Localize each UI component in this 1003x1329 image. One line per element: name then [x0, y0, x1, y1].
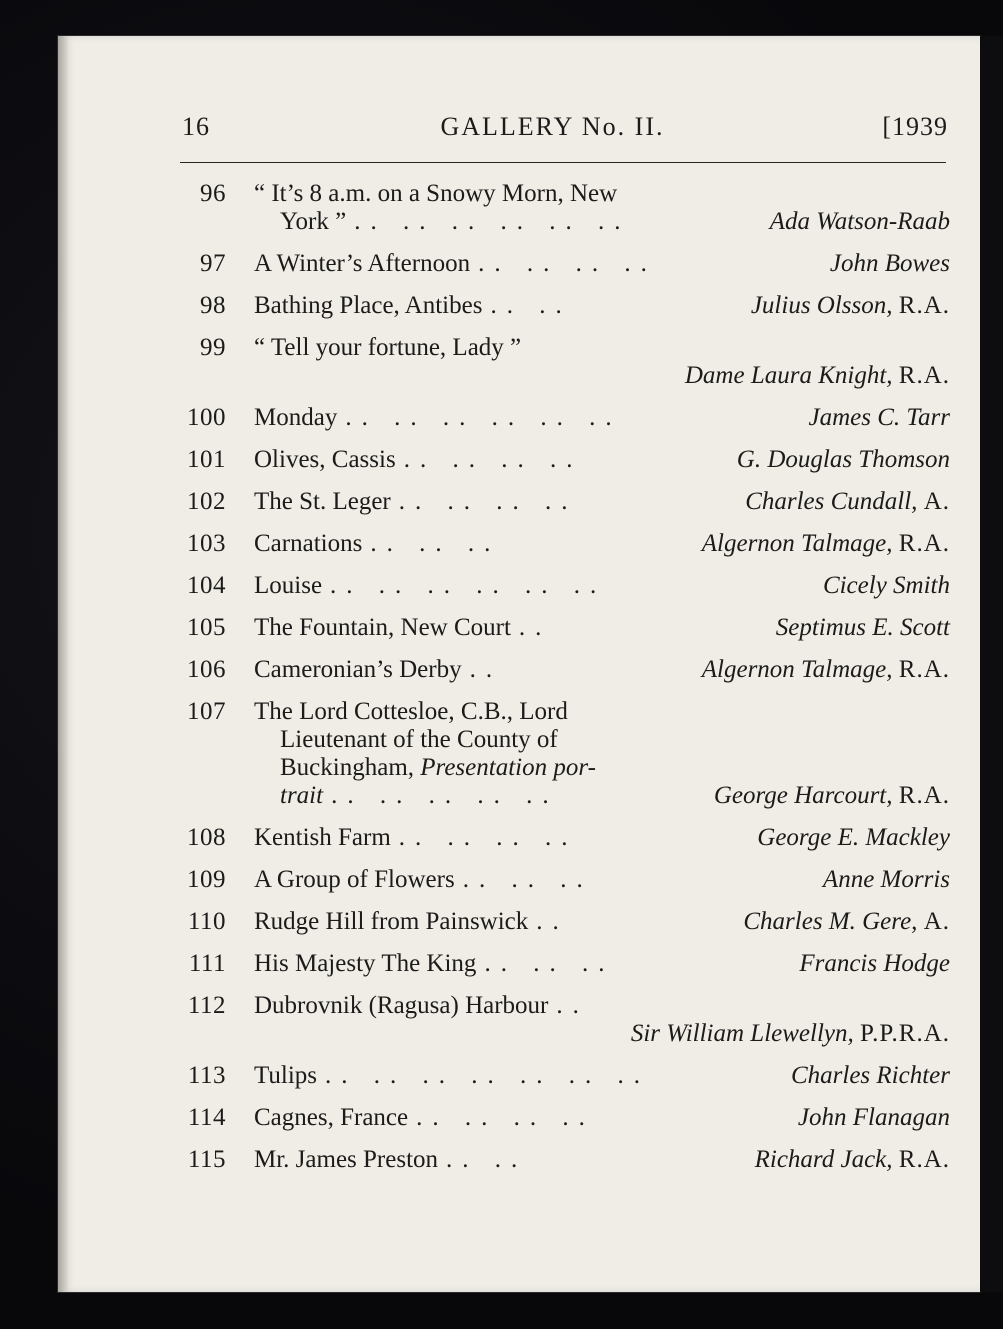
- leader-dots: .. .. .. .. ..: [331, 782, 559, 809]
- page-gutter-shadow: [58, 36, 68, 1292]
- catalogue-entry: [180, 950, 950, 978]
- catalogue-entry: [180, 1104, 950, 1132]
- entry-artist: [714, 782, 950, 810]
- artist-honour: R.A.: [898, 530, 950, 557]
- artist-honour: A.: [923, 908, 950, 935]
- catalogue-entry: [180, 1062, 950, 1090]
- entry-artist: James C. Tarr: [808, 404, 950, 431]
- catalogue-entry: [180, 292, 950, 320]
- leader-dots: .. .. .. ..: [398, 488, 578, 515]
- entry-title: Cameronian’s Derby: [254, 656, 462, 683]
- leader-dots: .. ..: [446, 1146, 528, 1173]
- entry-title: Carnations: [254, 530, 363, 557]
- entry-title: A Group of Flowers: [254, 866, 455, 893]
- entry-title: Cagnes, France: [254, 1104, 409, 1131]
- entry-title: Kentish Farm: [254, 824, 391, 851]
- entry-number: 111: [188, 950, 226, 977]
- entry-title: Monday: [254, 404, 338, 431]
- running-header: [180, 112, 950, 152]
- catalogue-entry: [180, 404, 950, 432]
- entry-title-cont: Buckingham,: [280, 754, 415, 781]
- entry-number: 106: [187, 656, 226, 683]
- entry-title: Louise: [254, 572, 323, 599]
- entry-title: “ Tell your fortune, Lady ”: [254, 334, 522, 361]
- catalogue-entry: [180, 530, 950, 558]
- catalogue-entry: [180, 656, 950, 684]
- entry-artist: Charles Richter: [790, 1062, 950, 1089]
- leader-dots: ..: [556, 992, 589, 1019]
- entry-title: Olives, Cassis: [254, 446, 396, 473]
- catalogue-entry: [180, 698, 950, 810]
- entry-artist: G. Douglas Thomson: [736, 446, 950, 473]
- page-title: GALLERY No. II.: [440, 112, 665, 141]
- entry-number: 108: [187, 824, 226, 851]
- entry-title: A Winter’s Afternoon: [254, 250, 471, 277]
- leader-dots: ..: [536, 908, 569, 935]
- artist-name: Algernon Talmage,: [701, 656, 893, 683]
- catalogue-entry: [180, 992, 950, 1048]
- entry-title: The Lord Cottesloe, C.B., Lord: [254, 698, 568, 725]
- entry-title: The Fountain, New Court: [254, 614, 511, 641]
- catalogue-entry: [180, 250, 950, 278]
- leader-dots: .. .. ..: [370, 530, 501, 557]
- entry-title-italic: Presentation por-: [420, 754, 596, 781]
- entry-artist: John Flanagan: [797, 1104, 950, 1131]
- entry-title-cont: York ”: [280, 208, 347, 235]
- entry-title-cont: Lieutenant of the County of: [280, 726, 558, 753]
- entry-artist: George E. Mackley: [757, 824, 950, 851]
- catalogue-entry: [180, 866, 950, 894]
- entry-artist: Francis Hodge: [799, 950, 950, 977]
- entry-title: The St. Leger: [254, 488, 391, 515]
- entry-number: 100: [187, 404, 226, 431]
- artist-honour: P.P.R.A.: [860, 1020, 950, 1047]
- entry-number: 97: [200, 250, 226, 277]
- catalogue-entry: [180, 614, 950, 642]
- entry-artist: John Bowes: [829, 250, 950, 277]
- leader-dots: .. .. .. .. .. ..: [354, 208, 631, 235]
- artist-name: Julius Olsson,: [750, 292, 893, 319]
- entry-number: 107: [187, 698, 226, 725]
- catalogue-entry: [180, 334, 950, 390]
- catalogue-entry: [180, 1146, 950, 1174]
- artist-name: Charles Cundall,: [745, 488, 918, 515]
- entry-artist: Cicely Smith: [822, 572, 950, 599]
- entry-number: 98: [200, 292, 226, 319]
- entry-number: 110: [187, 908, 226, 935]
- entry-artist: Septimus E. Scott: [775, 614, 950, 641]
- entry-number: 103: [187, 530, 226, 557]
- scan-border: [980, 36, 1003, 1292]
- entry-artist: [751, 292, 950, 320]
- artist-honour: R.A.: [898, 656, 950, 683]
- artist-honour: R.A.: [898, 292, 950, 319]
- artist-honour: R.A.: [898, 1146, 950, 1173]
- artist-name: Algernon Talmage,: [701, 530, 893, 557]
- entry-title-italic: trait: [280, 782, 324, 809]
- leader-dots: .. .. ..: [462, 866, 593, 893]
- entry-title: Mr. James Preston: [254, 1146, 439, 1173]
- leader-dots: .. .. .. ..: [478, 250, 657, 277]
- entry-number: 102: [187, 488, 226, 515]
- entry-artist: [755, 1146, 950, 1174]
- entry-number: 113: [187, 1062, 226, 1089]
- artist-honour: R.A.: [898, 782, 950, 809]
- entry-number: 101: [187, 446, 226, 473]
- catalogue-entry: [180, 488, 950, 516]
- catalogue-entry: [180, 180, 950, 236]
- entry-number: 105: [187, 614, 226, 641]
- entry-artist: [685, 362, 950, 390]
- year-marker: [1939: [882, 112, 948, 141]
- artist-name: Richard Jack,: [754, 1146, 893, 1173]
- artist-name: Charles M. Gere,: [743, 908, 918, 935]
- artist-honour: R.A.: [898, 362, 950, 389]
- artist-name: Dame Laura Knight,: [684, 362, 893, 389]
- entry-number: 104: [187, 572, 226, 599]
- catalogue-list: [180, 180, 950, 1188]
- leader-dots: .. .. .. ..: [416, 1104, 595, 1131]
- entry-title: Dubrovnik (Ragusa) Harbour: [254, 992, 549, 1019]
- entry-artist: Anne Morris: [822, 866, 950, 893]
- catalogue-entry: [180, 824, 950, 852]
- entry-title: His Majesty The King: [254, 950, 477, 977]
- entry-number: 114: [187, 1104, 226, 1131]
- artist-honour: A.: [923, 488, 950, 515]
- leader-dots: .. .. .. .. .. ..: [330, 572, 607, 599]
- leader-dots: ..: [469, 656, 503, 683]
- artist-name: George Harcourt,: [713, 782, 893, 809]
- leader-dots: ..: [518, 614, 552, 641]
- header-rule: [180, 162, 946, 163]
- entry-title: “ It’s 8 a.m. on a Snowy Morn, New: [254, 180, 618, 207]
- entry-number: 112: [187, 992, 226, 1019]
- leader-dots: .. .. .. .. .. .. ..: [325, 1062, 651, 1089]
- entry-artist: [631, 1020, 950, 1048]
- entry-artist: Ada Watson-Raab: [769, 208, 950, 235]
- leader-dots: .. .. .. .. .. ..: [345, 404, 622, 431]
- entry-number: 99: [200, 334, 226, 361]
- entry-title: Bathing Place, Antibes: [254, 292, 483, 319]
- artist-name: Sir William Llewellyn,: [630, 1020, 854, 1047]
- entry-number: 115: [187, 1146, 226, 1173]
- leader-dots: .. .. ..: [484, 950, 615, 977]
- leader-dots: .. .. .. ..: [398, 824, 578, 851]
- catalogue-entry: [180, 446, 950, 474]
- page-number: 16: [182, 112, 210, 141]
- entry-artist: [743, 908, 950, 936]
- catalogue-entry: [180, 572, 950, 600]
- entry-title: Rudge Hill from Painswick: [254, 908, 529, 935]
- entry-artist: [702, 656, 950, 684]
- leader-dots: .. ..: [490, 292, 572, 319]
- entry-artist: [702, 530, 950, 558]
- entry-artist: [745, 488, 950, 516]
- entry-title: Tulips: [254, 1062, 318, 1089]
- entry-number: 109: [187, 866, 226, 893]
- catalogue-entry: [180, 908, 950, 936]
- leader-dots: .. .. .. ..: [403, 446, 583, 473]
- entry-number: 96: [200, 180, 226, 207]
